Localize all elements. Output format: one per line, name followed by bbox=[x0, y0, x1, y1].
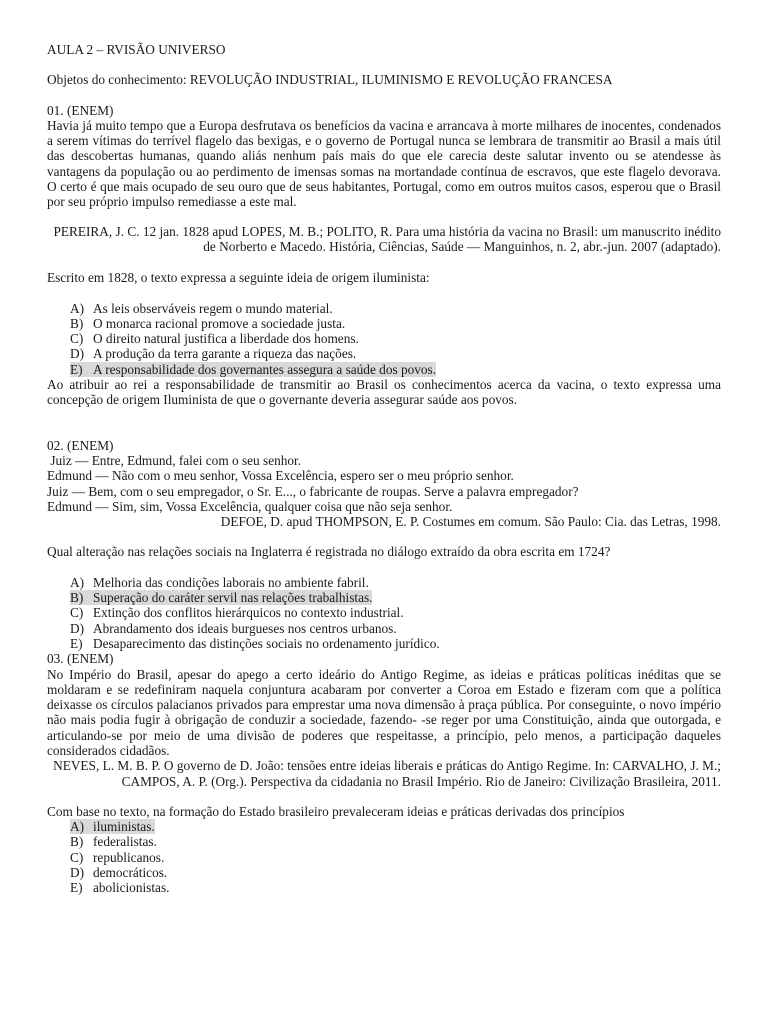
q3-question: Com base no texto, na formação do Estado brasileiro prevaleceram ideias e práticas derivadas dos princípios bbox=[47, 803, 625, 819]
q1-options bbox=[47, 301, 721, 377]
q3-option-b[interactable]: B) federalistas. bbox=[70, 834, 157, 850]
q3-options bbox=[47, 819, 721, 895]
q1-question: Escrito em 1828, o texto expressa a seguinte ideia de origem iluminista: bbox=[47, 270, 430, 286]
q3-option-a-selected[interactable]: A) iluministas. bbox=[70, 819, 155, 835]
q2-options bbox=[47, 575, 721, 651]
q3-label: 03. (ENEM) bbox=[47, 651, 114, 667]
q2-option-b-selected[interactable]: B) Superação do caráter servil nas relações trabalhistas. bbox=[70, 590, 373, 606]
q1-label: 01. (ENEM) bbox=[47, 102, 114, 118]
q1-option-b[interactable]: B) O monarca racional promove a sociedade justa. bbox=[70, 315, 346, 331]
q2-option-c[interactable]: C) Extinção dos conflitos hierárquicos no contexto industrial. bbox=[70, 605, 404, 621]
q2-citation: DEFOE, D. apud THOMPSON, E. P. Costumes em comum. São Paulo: Cia. das Letras, 1998. bbox=[220, 514, 721, 530]
page-title: AULA 2 – RVISÃO UNIVERSO bbox=[47, 42, 226, 57]
q1-option-d[interactable]: D) A produção da terra garante a riqueza das nações. bbox=[70, 346, 357, 362]
q2-option-e[interactable]: E) Desaparecimento das distinções sociais no ordenamento jurídico. bbox=[70, 635, 440, 651]
q1-explanation: Ao atribuir ao rei a responsabilidade de transmitir ao Brasil os conhecimentos acerca da vacina, o texto expressa uma concepção de origem Iluminista de que o governante deveria assegurar saúde aos povos. bbox=[47, 377, 721, 408]
q2-dialogue-line: Edmund — Sim, sim, Vossa Excelência, qualquer coisa que não seja senhor. bbox=[47, 498, 453, 514]
q2-dialogue-line: Juiz — Bem, com o seu empregador, o Sr. E..., o fabricante de roupas. Serve a palavra empregador? bbox=[47, 483, 579, 499]
q2-question: Qual alteração nas relações sociais na Inglaterra é registrada no diálogo extraído da obra escrita em 1724? bbox=[47, 544, 611, 560]
q1-option-a[interactable]: A) As leis observáveis regem o mundo material. bbox=[70, 300, 333, 316]
q2-option-d[interactable]: D) Abrandamento dos ideais burgueses nos centros urbanos. bbox=[70, 620, 397, 636]
q3-option-d[interactable]: D) democráticos. bbox=[70, 865, 168, 881]
q2-label: 02. (ENEM) bbox=[47, 437, 114, 453]
q3-citation: NEVES, L. M. B. P. O governo de D. João: tensões entre ideias liberais e práticas do Antigo Regime. In: CARVALHO, J. M.; CAMPOS, A. P. (Org.). Perspectiva da cidadania no Brasil Império. Rio de Janeiro: Civilização Brasileira, 2011. bbox=[53, 758, 721, 789]
q3-text: No Império do Brasil, apesar do apego a certo ideário do Antigo Regime, as ideias e práticas políticas inéditas que se moldaram e se redefiniram naquela conjuntura acabaram por converter a Coroa em Estado e fizeram com que a política deixasse os círculos palacianos privados para emprestar uma nova dimensão à praça pública. Por conseguinte, o novo império não mais podia fugir à obrigação de conduzir a sociedade, fazendo- -se reger por uma Constituição, ainda que outorgada, e articulando-se por meio de uma divisão de poderes que respeitasse, a princípio, pelo menos, a participação daqueles considerados cidadãos. bbox=[47, 666, 721, 758]
spacer bbox=[47, 408, 721, 438]
q1-citation: PEREIRA, J. C. 12 jan. 1828 apud LOPES, M. B.; POLITO, R. Para uma história da vacina no Brasil: um manuscrito inédito de Norberto e Macedo. História, Ciências, Saúde — Manguinhos, n. 2, abr.-jun. 2007 (adaptado). bbox=[53, 223, 721, 254]
q1-text: Havia já muito tempo que a Europa desfrutava os benefícios da vacina e arrancava à morte milhares de inocentes, condenados a serem vítimas do terrível flagelo das bexigas, e o governo de Portugal nunca se lembrara de transmitir ao Brasil a mais útil das descobertas humanas, quando aliás nenhum país mais do que ele carecia deste salutar invento ou se atendesse às vantagens da população ou ao perdimento de imensas somas na mortandade contínua de escravos, que este flagelo devorava. O certo é que mais ocupado de seu ouro que de seus habitantes, Portugal, como em outros muitos casos, esperou que o Brasil por seu próprio impulso remediasse a este mal. bbox=[47, 117, 721, 210]
q2-dialogue-line: Edmund — Não com o meu senhor, Vossa Excelência, espero ser o meu próprio senhor. bbox=[47, 468, 514, 484]
q2-option-a[interactable]: A) Melhoria das condições laborais no ambiente fabril. bbox=[70, 574, 369, 590]
objective-line: Objetos do conhecimento: REVOLUÇÃO INDUSTRIAL, ILUMINISMO E REVOLUÇÃO FRANCESA bbox=[47, 72, 613, 88]
q1-option-e-selected[interactable]: E) A responsabilidade dos governantes assegura a saúde dos povos. bbox=[70, 361, 437, 377]
q3-option-c[interactable]: C) republicanos. bbox=[70, 849, 165, 865]
q2-dialogue-line: Juiz — Entre, Edmund, falei com o seu senhor. bbox=[47, 452, 302, 468]
q1-option-c[interactable]: C) O direito natural justifica a liberdade dos homens. bbox=[70, 331, 359, 347]
q3-option-e[interactable]: E) abolicionistas. bbox=[70, 880, 170, 896]
